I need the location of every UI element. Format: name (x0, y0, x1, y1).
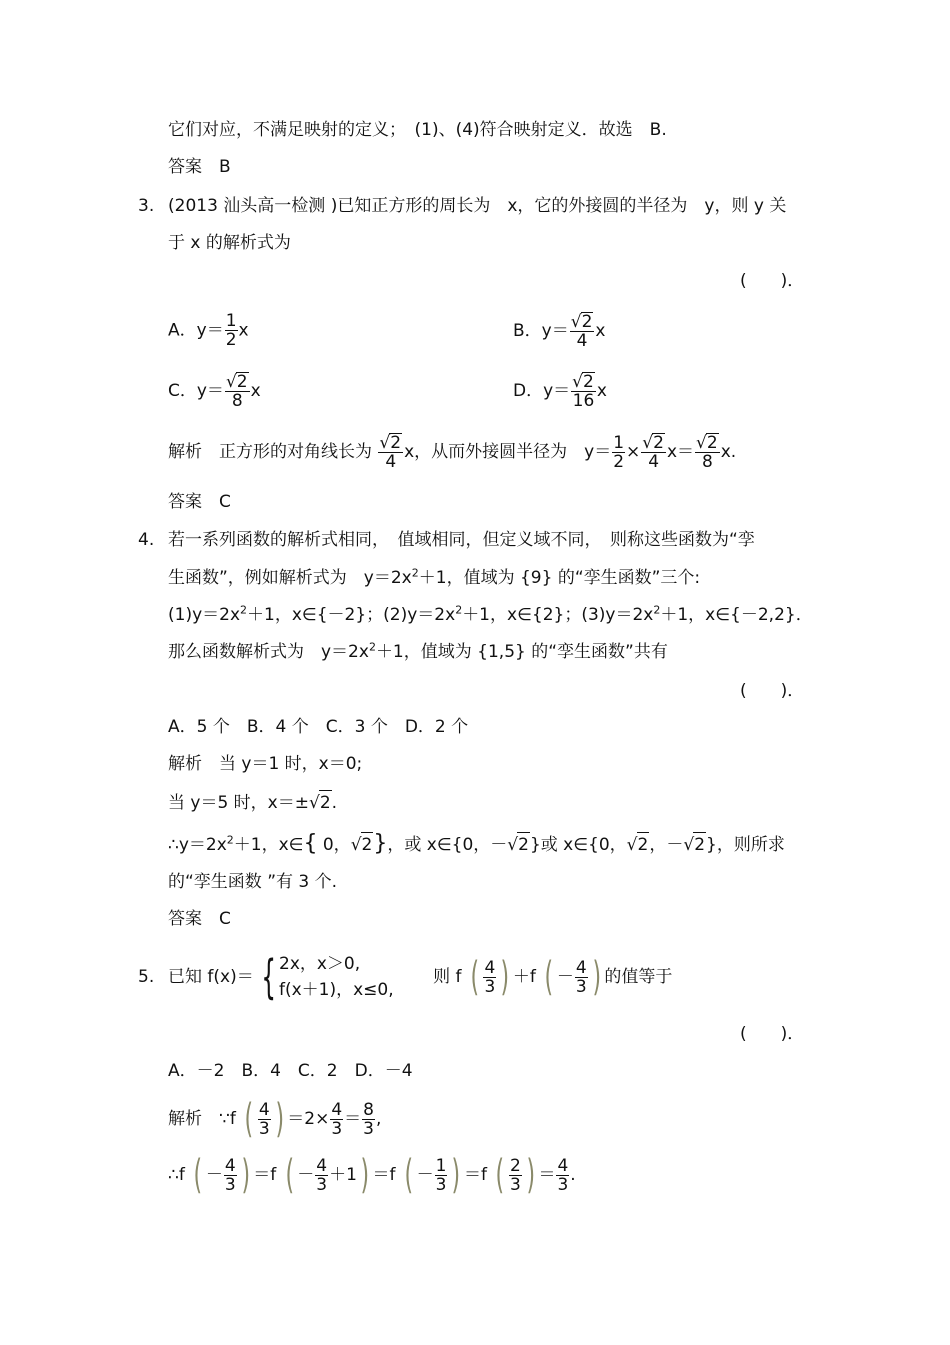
q5-number: 5. (138, 967, 155, 987)
q3-answer-paren: ( )． (740, 271, 805, 291)
q3-option-b: B．y＝ $\frac{√2}{4}$ x (513, 312, 606, 351)
q4-options: A．5 个 B．4 个 C．3 个 D．2 个 (168, 717, 469, 737)
q4-solution-line3: $\therefore y=2x^2+1$，x∈{ 0，√2}，或 x∈{0，－√2}或 x∈{0，√2，－√2}，则所求 (168, 831, 785, 856)
q4-number: 4. (138, 530, 155, 550)
q4-stem-line1: 若一系列函数的解析式相同， 值域相同，但定义域不同， 则称这些函数为“孪 (168, 530, 755, 550)
q3-solution: 解析 正方形的对角线长为 $\frac{√2}{4}$ x，从而外接圆半径为 y＝ $\frac{1}{2}$ × $\frac{√2}{4}$ x＝ $\frac{√2}{8}$ x. (168, 432, 737, 472)
q5-solution-line2: ∴f ( － $\frac{4}{3}$ ) ＝f ( － $\frac{4}{3}$ ＋1) ＝f ( － $\frac{1}{3}$ ) ＝f ( $\frac{2}{3}$ ) ＝ $\frac{4}{3}$ . (168, 1152, 576, 1198)
q4-answer: 答案 C (168, 909, 231, 929)
q4-answer-paren: ( )． (740, 681, 805, 701)
q3-option-d: D．y＝ $\frac{√2}{16}$ x (513, 372, 607, 411)
q4-solution-line2: 当 y＝5 时，x＝±√2. (168, 790, 337, 815)
q5-answer-paren: ( )． (740, 1024, 805, 1044)
q3-number: 3. (138, 196, 155, 216)
q5-stem: 已知 f(x)＝ { 2x，x＞0, f(x＋1)，x≤0, 则 f ( $\frac{4}{3}$ ) ＋f ( － $\frac{4}{3}$ ) 的值等于 (168, 950, 673, 1004)
prev-answer: 答案 B (168, 157, 231, 177)
q5-piecewise-cases: 2x，x＞0, f(x＋1)，x≤0, (279, 954, 394, 1000)
q4-stem-line4: 那么函数解析式为 $y=2x^2+1$，值域为 {1,5} 的“孪生函数”共有 (168, 640, 668, 662)
prev-solution-line: 它们对应，不满足映射的定义； (1)、(4)符合映射定义．故选 B. (168, 120, 667, 140)
q4-solution-line4: 的“孪生函数 ”有 3 个. (168, 872, 338, 892)
q4-solution-line1: 解析 当 y＝1 时，x＝0; (168, 754, 363, 774)
q4-stem-line2: 生函数”，例如解析式为 $y=2x^2+1$，值域为 {9} 的“孪生函数”三个: (168, 566, 701, 588)
q3-option-c: C．y＝ $\frac{√2}{8}$ x (168, 372, 261, 411)
q3-option-a: A．y＝ $\frac{1}{2}$ x (168, 311, 249, 350)
q3-answer: 答案 C (168, 492, 231, 512)
q3-stem-line2: 于 x 的解析式为 (168, 233, 291, 253)
q5-options: A．－2 B．4 C．2 D．－4 (168, 1061, 413, 1081)
q3-stem-line1: (2013 汕头高一检测 )已知正方形的周长为 x，它的外接圆的半径为 y，则 y 关 (168, 196, 787, 216)
q5-solution-line1: 解析 ∵f ( $\frac{4}{3}$ ) ＝2× $\frac{4}{3}$ ＝ $\frac{8}{3}$ , (168, 1096, 382, 1142)
q4-stem-line3: $(1)y=2x^2+1$，x∈{－2}；$(2)y=2x^2+1$，x∈{2}；$(3)y=2x^2+1$，x∈{－2,2}． (168, 603, 813, 625)
